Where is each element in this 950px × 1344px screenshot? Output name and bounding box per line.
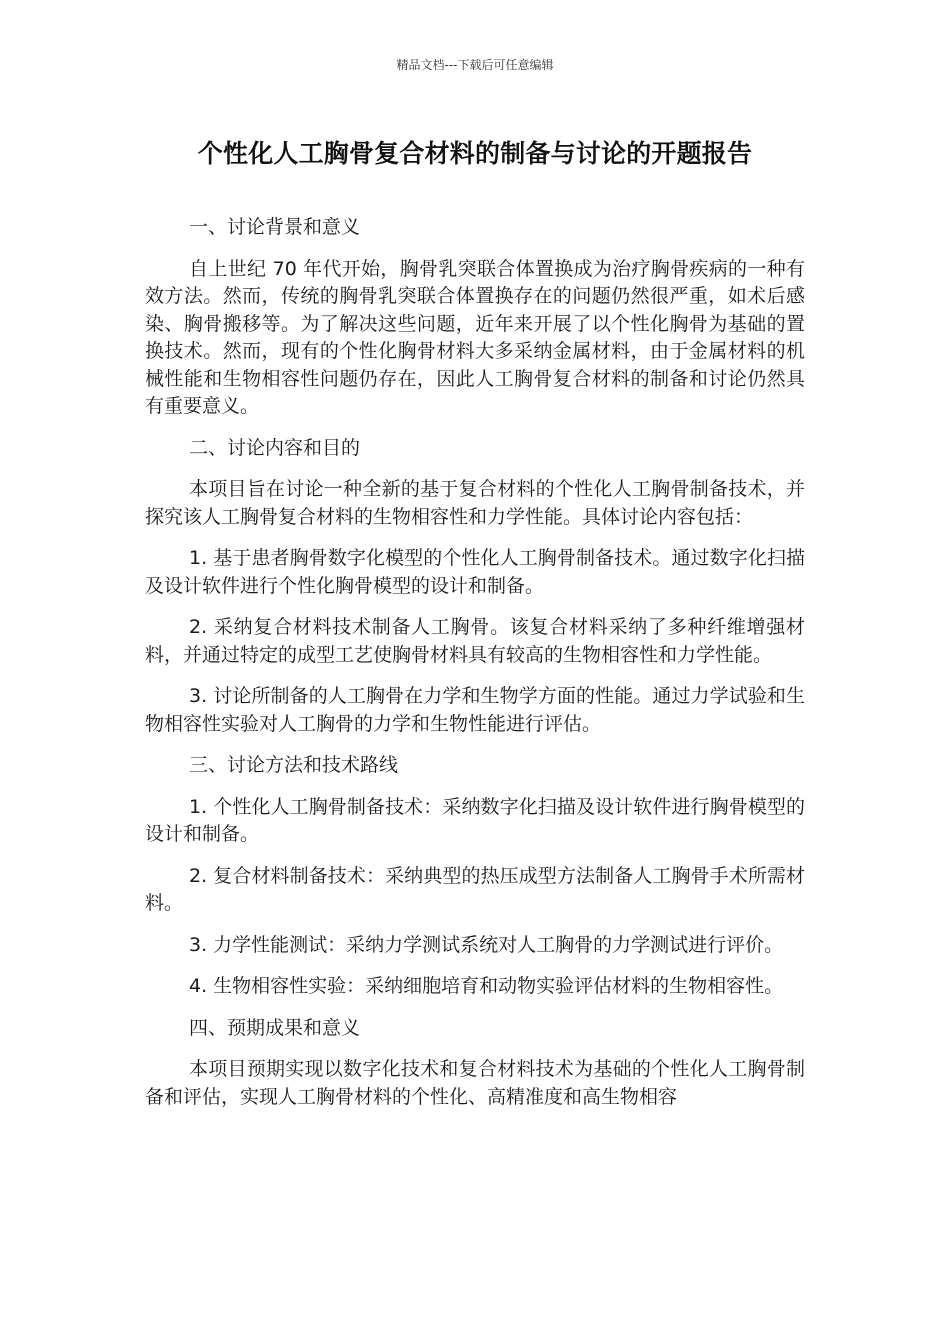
content-item-1: 1. 基于患者胸骨数字化模型的个性化人工胸骨制备技术。通过数字化扫描及设计软件进行个性化胸骨模型的设计和制备。: [145, 547, 805, 597]
section-heading-methods: 三、讨论方法和技术路线: [189, 754, 399, 776]
document-title: 个性化人工胸骨复合材料的制备与讨论的开题报告: [197, 139, 753, 168]
method-item-2: 2. 复合材料制备技术：采纳典型的热压成型方法制备人工胸骨手术所需材料。: [145, 864, 805, 914]
paragraph-content-intro: 本项目旨在讨论一种全新的基于复合材料的个性化人工胸骨制备技术，并探究该人工胸骨复合材料的生物相容性和力学性能。具体讨论内容包括：: [145, 478, 805, 528]
method-item-3: 3. 力学性能测试：采纳力学测试系统对人工胸骨的力学测试进行评价。: [189, 933, 784, 956]
section-heading-outcomes: 四、预期成果和意义: [189, 1016, 361, 1039]
section-heading-content: 二、讨论内容和目的: [189, 436, 361, 459]
content-item-3: 3. 讨论所制备的人工胸骨在力学和生物学方面的性能。通过力学试验和生物相容性实验对人工胸骨的力学和生物性能进行评估。: [145, 685, 805, 735]
document-body: [145, 214, 805, 1125]
method-item-4: 4. 生物相容性实验：采纳细胞培育和动物实验评估材料的生物相容性。: [189, 975, 784, 997]
paragraph-outcomes: 本项目预期实现以数字化技术和复合材料技术为基础的个性化人工胸骨制备和评估，实现人工胸骨材料的个性化、高精准度和高生物相容: [145, 1058, 805, 1108]
method-item-1: 1. 个性化人工胸骨制备技术：采纳数字化扫描及设计软件进行胸骨模型的设计和制备。: [145, 795, 805, 845]
content-item-2: 2. 采纳复合材料技术制备人工胸骨。该复合材料采纳了多种纤维增强材料，并通过特定的成型工艺使胸骨材料具有较高的生物相容性和力学性能。: [145, 616, 805, 666]
paragraph-background: 自上世纪 70 年代开始，胸骨乳突联合体置换成为治疗胸骨疾病的一种有效方法。然而，传统的胸骨乳突联合体置换存在的问题仍然很严重，如术后感染、胸骨搬移等。为了解决这些问题，近年来开展了以个性化胸骨为基础的置换技术。然而，现有的个性化胸骨材料大多采纳金属材料，由于金属材料的机械性能和生物相容性问题仍存在，因此人工胸骨复合材料的制备和讨论仍然具有重要意义。: [145, 257, 805, 417]
header-note: 精品文档---下载后可任意编辑: [396, 58, 554, 72]
section-heading-background: 一、讨论背景和意义: [189, 216, 361, 238]
